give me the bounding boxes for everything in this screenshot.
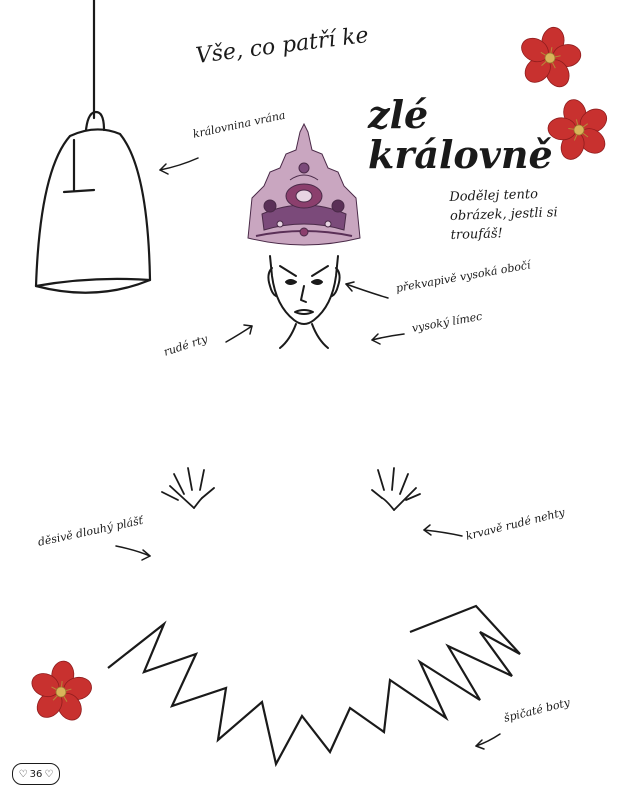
page-number: 36 bbox=[29, 768, 43, 780]
flower-icon bbox=[512, 22, 588, 95]
heart-icon: ♡ bbox=[18, 768, 28, 780]
label-arrows bbox=[116, 158, 500, 749]
label-lips: rudé rty bbox=[161, 332, 210, 359]
title-line-1: Vše, co patří ke bbox=[194, 22, 370, 69]
right-hand bbox=[372, 468, 420, 510]
challenge-text: Dodělej tento obrázek, jestli si troufáš! bbox=[449, 186, 558, 243]
label-boots: špičaté boty bbox=[502, 695, 572, 725]
label-brows: překvapivě vysoká obočí bbox=[394, 258, 532, 295]
label-crow: královnina vrána bbox=[191, 108, 287, 141]
cloak-hem bbox=[108, 606, 520, 764]
title-line-2: zlé bbox=[368, 92, 429, 137]
title-line-3: královně bbox=[368, 132, 553, 177]
heart-icon: ♡ bbox=[44, 768, 54, 780]
label-collar: vysoký límec bbox=[410, 309, 484, 335]
flower-icon bbox=[25, 658, 97, 727]
label-cloak: děsivě dlouhý plášť bbox=[36, 513, 145, 549]
left-hand bbox=[162, 468, 214, 508]
pendant-lamp bbox=[36, 0, 150, 293]
page-number-badge bbox=[12, 763, 60, 785]
queen-face bbox=[268, 256, 339, 348]
label-nails: krvavě rudé nehty bbox=[464, 505, 567, 543]
crown-illustration bbox=[248, 124, 360, 245]
